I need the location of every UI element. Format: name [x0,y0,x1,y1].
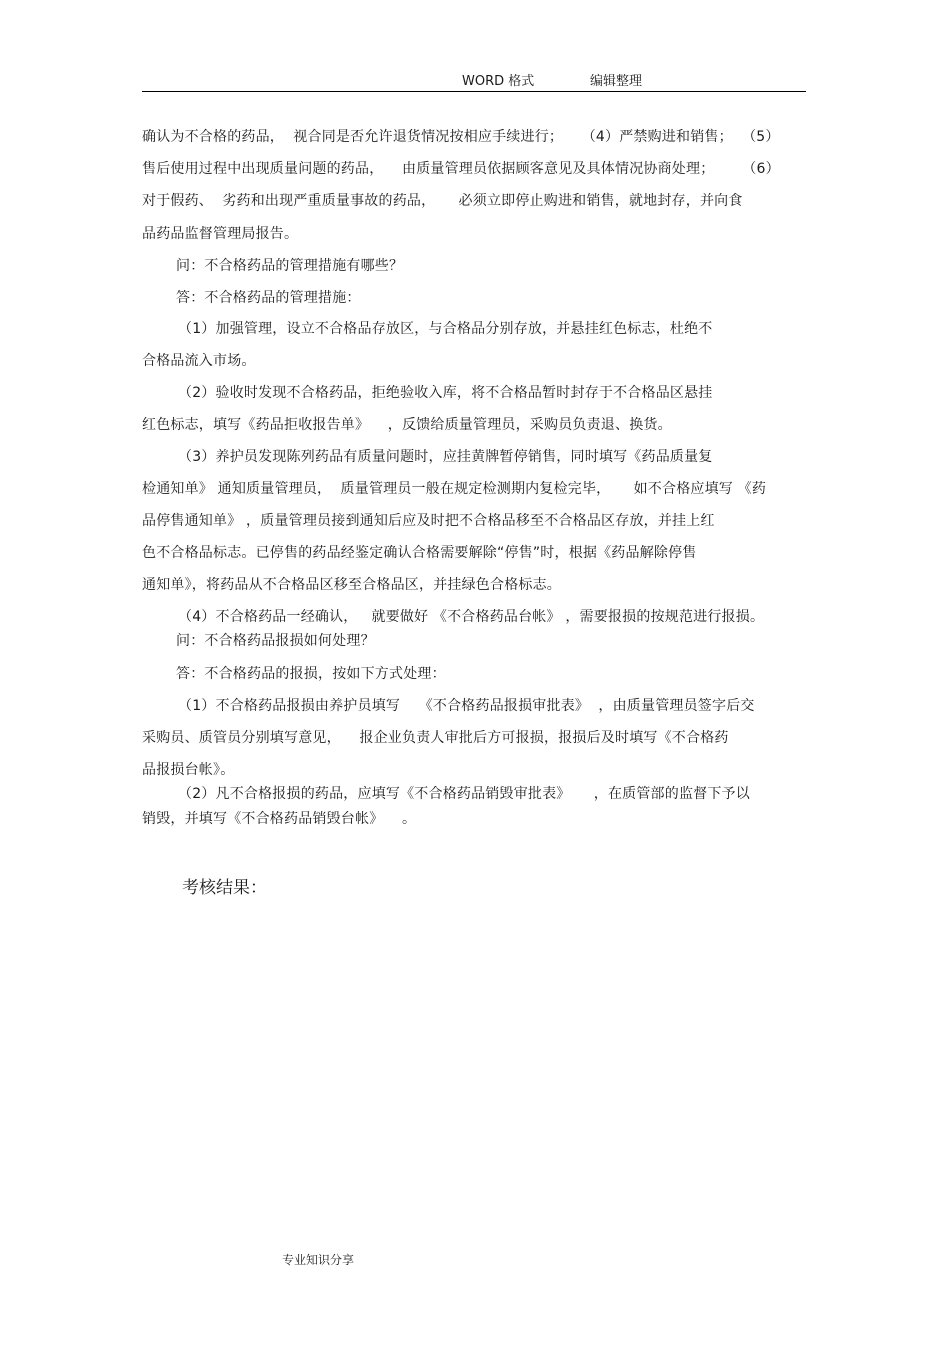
body-line: （2）凡不合格报损的药品，应填写《不合格药品销毁审批表》 ，在质管部的监督下予以 [178,786,750,802]
page-header [0,70,950,90]
body-line: 通知单》，将药品从不合格品区移至合格品区，并挂绿色合格标志。 [142,577,561,593]
body-line: 检通知单》 通知质量管理员， 质量管理员一般在规定检测期内复检完毕， 如不合格应填写 《药 [142,481,767,497]
body-line: （1）不合格药品报损由养护员填写 《不合格药品报损审批表》 ，由质量管理员签字后交 [178,698,755,714]
body-line: 合格品流入市场。 [142,353,256,369]
answer-line: 答：不合格药品的报损，按如下方式处理： [176,666,446,682]
body-line: 销毁，并填写《不合格药品销毁台帐》 。 [142,811,417,827]
question-line: 问：不合格药品的管理措施有哪些？ [176,258,404,274]
body-line: 对于假药、 劣药和出现严重质量事故的药品， 必须立即停止购进和销售，就地封存，并向食 [142,193,743,209]
body-line: 品报损台帐》。 [142,762,235,778]
body-line: 红色标志，填写《药品拒收报告单》 ，反馈给质量管理员，采购员负责退、换货。 [142,417,672,433]
page-footer: 专业知识分享 [282,1253,355,1267]
body-line: 品停售通知单》 ，质量管理员接到通知后应及时把不合格品移至不合格品区存放，并挂上红 [142,513,715,529]
body-line: 确认为不合格的药品， 视合同是否允许退货情况按相应手续进行； （4）严禁购进和销售； （5） [142,129,780,145]
body-line: 采购员、质管员分别填写意见， 报企业负责人审批后方可报损，报损后及时填写《不合格药 [142,730,729,746]
body-line: 售后使用过程中出现质量问题的药品， 由质量管理员依据顾客意见及具体情况协商处理； （6） [142,161,780,177]
body-line: 品药品监督管理局报告。 [142,226,299,242]
body-line: （3）养护员发现陈列药品有质量问题时，应挂黄牌暂停销售，同时填写《药品质量复 [178,449,713,465]
assessment-result-label: 考核结果： [182,878,267,898]
header-edit-label: 编辑整理 [590,74,643,89]
header-rule [142,91,806,92]
body-line: （1）加强管理，设立不合格品存放区，与合格品分别存放，并悬挂红色标志，杜绝不 [178,321,713,337]
body-line: （4）不合格药品一经确认， 就要做好 《不合格药品台帐》 ，需要报损的按规范进行报损。 [178,609,765,625]
body-line: （2）验收时发现不合格药品，拒绝验收入库，将不合格品暂时封存于不合格品区悬挂 [178,385,713,401]
header-format-label: WORD 格式 [462,74,535,89]
answer-line: 答：不合格药品的管理措施： [176,290,361,306]
question-line: 问：不合格药品报损如何处理？ [176,633,375,649]
body-line: 色不合格品标志。已停售的药品经鉴定确认合格需要解除“停售”时，根据《药品解除停售 [142,545,697,561]
